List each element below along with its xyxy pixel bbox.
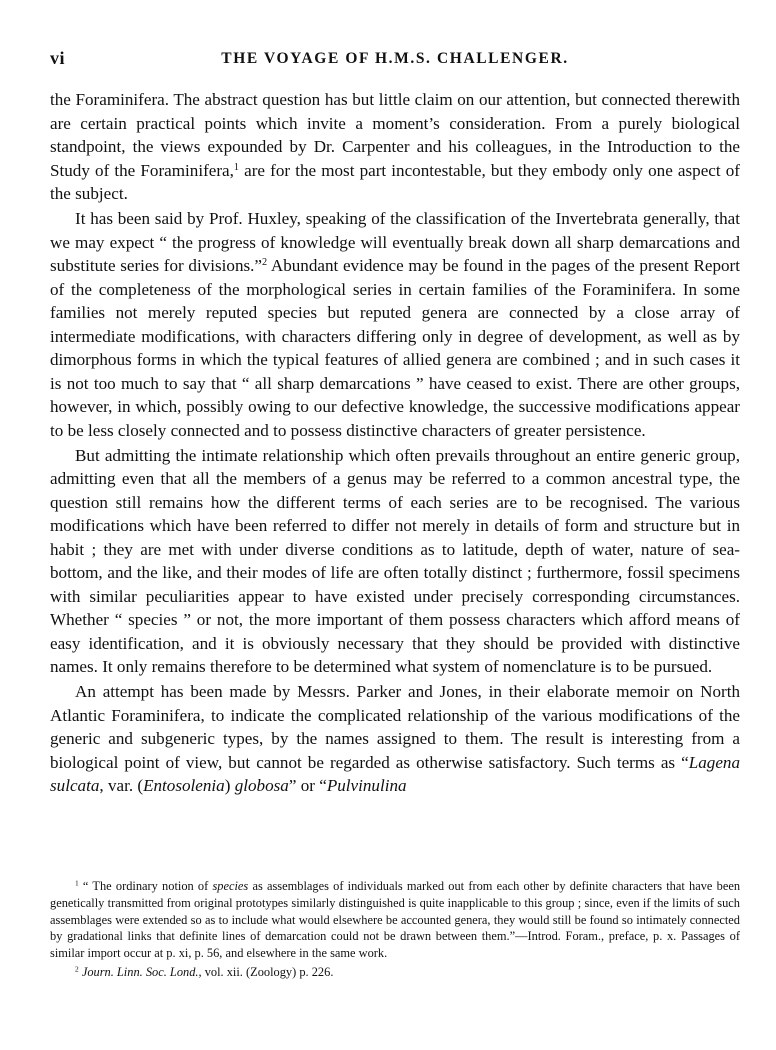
paragraph-2 xyxy=(50,207,740,442)
footnote-ref-1: 1 xyxy=(233,161,240,173)
paragraph-4 xyxy=(50,680,740,798)
body-text xyxy=(50,88,740,799)
footnote-1-text: “ The ordinary notion of xyxy=(78,879,213,893)
paragraph-1-text: the Foraminifera. The abstract question has but little claim on our attention, but connected therewith are certain practical points which invite a moment’s consideration. From a purely biological standpoint, the views expounded by Dr. Carpenter and his colleagues, in the Introduction to the Study of the Foraminifera, xyxy=(50,90,740,180)
footnote-2-italic: Journ. Linn. Soc. Lond. xyxy=(78,964,199,979)
footnote-2-mark: 2 xyxy=(75,964,79,974)
taxon-name: Lagena sulcata xyxy=(50,752,740,795)
taxon-name: Pulvinulina xyxy=(326,776,407,795)
footnote-1 xyxy=(50,878,740,962)
footnotes xyxy=(50,878,740,981)
paragraph-1 xyxy=(50,88,740,206)
paragraph-4-text: , var. ( xyxy=(99,776,144,795)
footnote-2 xyxy=(50,964,740,981)
footnote-ref-2: 2 xyxy=(262,256,268,268)
page-header xyxy=(50,48,740,72)
paragraph-4-text: ” or “ xyxy=(288,776,327,795)
paragraph-3-text: But admitting the intimate relationship which often prevails throughout an entire generic group, admitting even that all the members of a genus may be referred to a common ancestral type, the question still remains how the different terms of each series are to be recognised. The various modifications which have been referred to differ not merely in details of form and structure but in habit ; they are met with under diverse conditions as to latitude, depth of water, nature of sea-bottom, and the like, and their modes of life are often totally distinct ; furthermore, fossil specimens with similar peculiarities appear to have existed under precisely corresponding circumstances. Whether “ species ” or not, the more important of them possess characters which afford means of easy identification, and it is obviously necessary that they should be provided with distinctive names. It only remains therefore to be determined what system of nomenclature is to be pursued. xyxy=(50,445,740,676)
taxon-name: globosa xyxy=(234,776,289,795)
paragraph-4-text: An attempt has been made by Messrs. Parker and Jones, in their elaborate memoir on North Atlantic Foraminifera, to indicate the complicated relationship of the various modifications of the generic and subgeneric types, by the names assigned to them. The result is interesting from a biological point of view, but cannot be regarded as otherwise satisfactory. Such terms as “ xyxy=(50,682,740,772)
footnote-1-mark: 1 xyxy=(75,878,79,888)
footnote-1-text: as assemblages of individuals marked out from each other by definite characters that have been genetically transmitted from original prototypes similarly distinguished is quite inapplicable to this group ; since, even if the limits of such assemblages were extended so as to include what would elsewhere be accounted genera, they would still be found so intimately connected by gradational links that definite lines of demarcation could not be drawn between them.”—Introd. Foram., preface, p. x. Passages of similar import occur at p. xi, p. 56, and elsewhere in the same work. xyxy=(50,879,741,961)
paragraph-2-tail: Abundant evidence may be found in the pages of the present Report of the completeness of the morphological series in certain families of the Foraminifera. In some families not merely reputed species but reputed genera are connected by a close array of intermediate modifications, with characters differing only in degree of development, as well as by dimorphous forms in which the typical features of allied genera are combined ; and in such cases it is not too much to say that “ all sharp demarcations ” have ceased to exist. There are other groups, however, in which, possibly owing to our defective knowledge, the successive modifications appear to be less closely connected and to possess distinctive characters of greater persistence. xyxy=(50,256,740,440)
paragraph-2-text: It has been said by Prof. Huxley, speaking of the classification of the Invertebrata generally, that we may expect “ the progress of knowledge will eventually break down all sharp demarcations and substitute series for divisions.” xyxy=(50,209,740,275)
paragraph-3 xyxy=(50,444,740,679)
taxon-name: Entosolenia xyxy=(143,776,225,795)
footnote-1-italic: species xyxy=(212,879,249,893)
footnote-2-text: , vol. xii. (Zoology) p. 226. xyxy=(198,964,334,979)
paragraph-1-tail: are for the most part incontestable, but they embody only one aspect of the subject. xyxy=(50,160,740,203)
page-number: vi xyxy=(50,48,66,68)
paragraph-4-text: ) xyxy=(224,776,235,795)
running-title: THE VOYAGE OF H.M.S. CHALLENGER. xyxy=(221,50,569,67)
